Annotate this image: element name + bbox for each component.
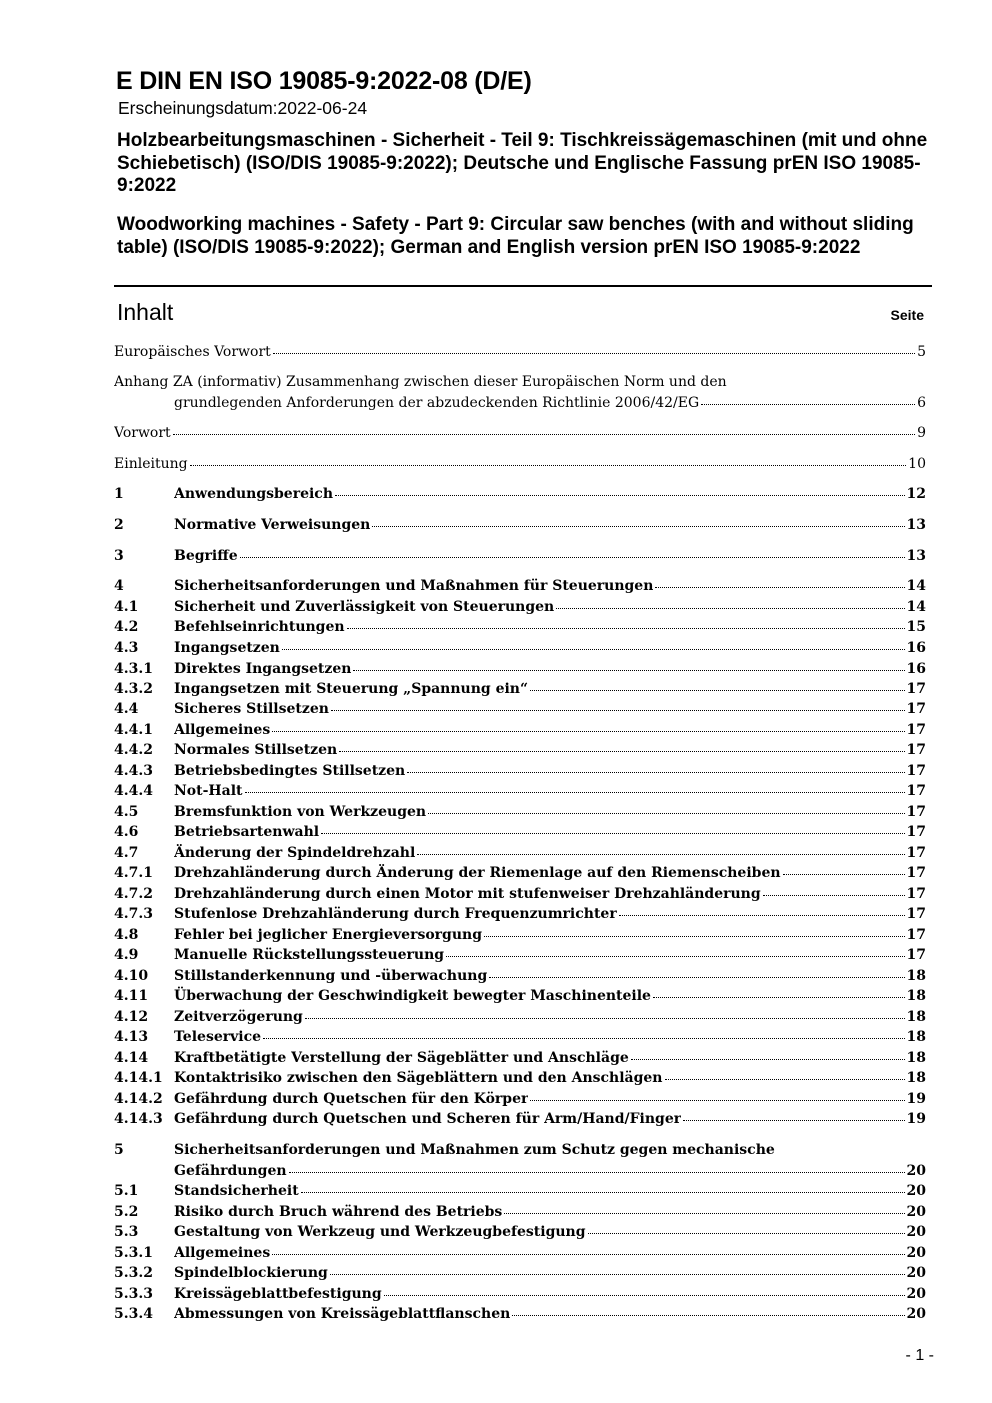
toc-entry-number: 4.12 [114,1009,149,1025]
toc-dot-leader [588,1231,905,1234]
toc-entry-page: 5 [917,344,926,360]
toc-entry-page: 18 [906,1009,926,1025]
toc-entry-page: 17 [906,886,926,902]
toc-dot-leader [272,1252,904,1255]
toc-dot-leader [301,1190,905,1193]
toc-entry-number: 4.4.4 [114,783,153,799]
toc-entry-page: 17 [906,845,926,861]
toc-entry[interactable] [114,1007,926,1027]
toc-entry-number: 4.9 [114,947,139,963]
toc-entry[interactable] [114,822,926,842]
header-rule [114,285,932,287]
toc-entry-number: 4.4.2 [114,742,153,758]
toc-entry[interactable] [114,720,926,740]
toc-entry-page: 19 [906,1091,926,1107]
toc-entry-page: 20 [906,1306,926,1322]
toc-entry-title: Risiko durch Bruch während des Betriebs [174,1204,503,1220]
toc-entry-number: 4.6 [114,824,139,840]
toc-entry-page: 17 [906,927,926,943]
toc-entry-number: 2 [114,517,124,533]
toc-entry-number: 4 [114,578,124,594]
footer-page-number: - 1 - [905,1347,934,1364]
toc-entry[interactable] [114,1048,926,1068]
toc-entry-page: 9 [917,425,926,441]
toc-entry-page: 12 [906,486,926,502]
toc-dot-leader [240,555,905,558]
toc-entry-number: 4.8 [114,927,139,943]
toc-dot-leader [446,954,904,957]
toc-entry[interactable] [114,1068,926,1088]
toc-entry-page: 17 [906,742,926,758]
toc-entry-page: 17 [906,865,926,881]
toc-entry-number: 4.4.1 [114,722,153,738]
toc-entry-page: 20 [906,1224,926,1240]
toc-entry-page: 20 [906,1286,926,1302]
toc-entry-title: Abmessungen von Kreissägeblattflanschen [174,1306,511,1322]
toc-entry[interactable] [114,342,926,362]
toc-entry-title: Drehzahländerung durch einen Motor mit stufenweiser Drehzahländerung [174,886,761,902]
toc-entry-number: 4.4.3 [114,763,153,779]
toc-entry-title: Stillstanderkennung und -überwachung [174,968,488,984]
toc-entry-number: 4.11 [114,988,149,1004]
toc-dot-leader [530,688,904,691]
toc-dot-leader [556,606,904,609]
toc-entry-number: 4.1 [114,599,139,615]
publication-date: Erscheinungsdatum:2022-06-24 [118,98,368,118]
toc-entry-title: Drehzahländerung durch Änderung der Riemenlage auf den Riemenscheiben [174,865,781,881]
toc-entry[interactable] [114,843,926,863]
title-german: Holzbearbeitungsmaschinen - Sicherheit - Teil 9: Tischkreissägemaschinen (mit und ohne Schiebetisch) (ISO/DIS 19085-9:2022); Deutsche und Englische Fassung prEN ISO 19085-9:2022 [117,130,928,196]
toc-entry[interactable] [114,863,926,883]
toc-entry-title: Teleservice [174,1029,261,1045]
toc-dot-leader [417,852,904,855]
toc-entry-title: Normative Verweisungen [174,517,371,533]
toc-dot-leader [489,975,904,978]
toc-entry[interactable] [114,659,926,679]
toc-dot-leader [619,913,905,916]
toc-entry-page: 16 [906,661,926,677]
toc-entry[interactable] [114,546,926,566]
toc-entry-number: 4.3 [114,640,139,656]
toc-entry-number: 4.2 [114,619,139,635]
toc-dot-leader [665,1077,905,1080]
toc-entry-number: 5.3.4 [114,1306,153,1322]
toc-dot-leader [530,1098,904,1101]
toc-entry-number: 4.14.2 [114,1091,163,1107]
toc-entry-number: 4.4 [114,701,139,717]
toc-entry[interactable] [114,986,926,1006]
toc-entry-title: Gefährdung durch Quetschen für den Körper [174,1091,529,1107]
toc-entry[interactable] [114,1284,926,1304]
toc-dot-leader [701,402,915,405]
toc-entry-page: 13 [906,517,926,533]
toc-dot-leader [384,1293,905,1296]
toc-entry[interactable] [114,1027,926,1047]
toc-entry-number: 5.3 [114,1224,139,1240]
toc-dot-leader [335,493,905,496]
toc-entry-number: 4.7.2 [114,886,153,902]
toc-entry-number: 5.3.1 [114,1245,153,1261]
toc-dot-leader [512,1313,904,1316]
toc-entry-title: Einleitung [114,456,188,472]
toc-entry-page: 14 [906,599,926,615]
toc-dot-leader [331,708,905,711]
toc-dot-leader [407,770,904,773]
toc-entry-page: 18 [906,1070,926,1086]
toc-entry-page: 10 [908,456,926,472]
toc-entry[interactable] [114,1140,926,1181]
toc-dot-leader [428,811,904,814]
toc-entry-page: 20 [906,1204,926,1220]
toc-heading: Inhalt [117,299,174,325]
toc-entry[interactable] [114,1222,926,1242]
toc-entry-title: Betriebsartenwahl [174,824,320,840]
toc-dot-leader [339,749,904,752]
toc-dot-leader [655,585,904,588]
toc-entry[interactable] [114,761,926,781]
toc-entry-number: 4.13 [114,1029,149,1045]
toc-dot-leader [683,1118,904,1121]
toc-entry-number: 4.5 [114,804,139,820]
toc-entry-number: 3 [114,548,124,564]
toc-entry-title: Vorwort [114,425,171,441]
toc-entry-title: Ingangsetzen [174,640,280,656]
toc-entry-title: Not-Halt [174,783,243,799]
toc-entry-title: Allgemeines [174,722,271,738]
toc-entry-title: Standsicherheit [174,1183,299,1199]
toc-entry-number: 4.7.1 [114,865,153,881]
toc-entry-page: 20 [906,1163,926,1179]
toc-entry[interactable] [114,617,926,637]
toc-entry-page: 20 [906,1265,926,1281]
toc-entry-title: Kontaktrisiko zwischen den Sägeblättern und den Anschlägen [174,1070,663,1086]
toc-entry[interactable] [114,904,926,924]
toc-entry-title: Normales Stillsetzen [174,742,338,758]
toc-entry-page: 16 [906,640,926,656]
document-code: E DIN EN ISO 19085-9:2022-08 (D/E) [116,67,532,95]
toc-entry-number: 5 [114,1142,124,1158]
toc-entry[interactable] [114,576,926,596]
toc-entry-page: 15 [906,619,926,635]
toc-entry-page: 19 [906,1111,926,1127]
toc-dot-leader [484,934,905,937]
toc-entry-page: 18 [906,1029,926,1045]
toc-entry-page: 18 [906,988,926,1004]
toc-entry-title-continued: grundlegenden Anforderungen der abzudeckenden Richtlinie 2006/42/EG [174,395,700,411]
toc-entry-number: 5.2 [114,1204,139,1220]
toc-entry-number: 4.14.3 [114,1111,163,1127]
toc-entry[interactable] [114,966,926,986]
toc-entry-title: Betriebsbedingtes Stillsetzen [174,763,406,779]
toc-entry[interactable] [114,423,926,443]
title-english: Woodworking machines - Safety - Part 9: Circular saw benches (with and without sliding table) (ISO/DIS 19085-9:2022); German and English version prEN ISO 19085-9:2022 [117,214,914,258]
toc-entry[interactable] [114,699,926,719]
toc-entry-title: Manuelle Rückstellungssteuerung [174,947,445,963]
toc-dot-leader [282,647,905,650]
toc-entry-title: Änderung der Spindeldrehzahl [174,845,416,861]
toc-entry[interactable] [114,945,926,965]
toc-entry-page: 17 [906,681,926,697]
toc-page-column-label: Seite [890,307,924,323]
toc-entry[interactable] [114,884,926,904]
toc-entry-number: 4.7 [114,845,139,861]
toc-entry-number: 4.3.2 [114,681,153,697]
toc-entry[interactable] [114,372,926,413]
toc-entry[interactable] [114,679,926,699]
toc-entry-number: 5.3.3 [114,1286,153,1302]
toc-entry-number: 4.3.1 [114,661,153,677]
toc-entry-title: Spindelblockierung [174,1265,328,1281]
toc-entry-page: 13 [906,548,926,564]
toc-entry[interactable] [114,781,926,801]
toc-entry-number: 4.10 [114,968,149,984]
toc-dot-leader [653,995,905,998]
toc-entry-page: 18 [906,1050,926,1066]
toc-dot-leader [245,790,905,793]
toc-entry-number: 5.3.2 [114,1265,153,1281]
toc-entry-number: 5.1 [114,1183,139,1199]
toc-dot-leader [263,1036,905,1039]
toc-dot-leader [353,668,904,671]
toc-entry[interactable] [114,1089,926,1109]
toc-dot-leader [347,626,905,629]
toc-entry-page: 6 [917,395,926,411]
toc-entry-title: Ingangsetzen mit Steuerung „Spannung ein“ [174,681,529,697]
toc-entry-page: 20 [906,1245,926,1261]
toc-entry-title: Stufenlose Drehzahländerung durch Frequenzumrichter [174,906,617,922]
toc-entry-title: Allgemeines [174,1245,271,1261]
toc-entry-title: Befehlseinrichtungen [174,619,345,635]
toc-entry-page: 17 [906,722,926,738]
toc-entry-page: 14 [906,578,926,594]
toc-dot-leader [173,432,915,435]
toc-dot-leader [504,1211,904,1214]
toc-entry[interactable] [114,802,926,822]
toc-dot-leader [305,1016,905,1019]
toc-entry-number: 4.14.1 [114,1070,163,1086]
toc-entry[interactable] [114,515,926,535]
toc-entry[interactable] [114,638,926,658]
toc-dot-leader [372,524,904,527]
toc-entry-title: Gefährdung durch Quetschen und Scheren für Arm/Hand/Finger [174,1111,682,1127]
toc-entry-title: Fehler bei jeglicher Energieversorgung [174,927,482,943]
toc-entry-title: Bremsfunktion von Werkzeugen [174,804,427,820]
toc-entry-page: 17 [906,783,926,799]
toc-entry-title-continued: Gefährdungen [174,1163,287,1179]
toc-entry-page: 17 [906,824,926,840]
toc-dot-leader [783,872,905,875]
toc-entry[interactable] [114,454,926,474]
toc-entry[interactable] [114,925,926,945]
toc-entry-title: Zeitverzögerung [174,1009,303,1025]
toc-entry[interactable] [114,484,926,504]
toc-entry-title: Direktes Ingangsetzen [174,661,352,677]
toc-entry-title: Gestaltung von Werkzeug und Werkzeugbefestigung [174,1224,586,1240]
toc-dot-leader [190,463,907,466]
toc-entry-page: 17 [906,947,926,963]
toc-entry-page: 18 [906,968,926,984]
toc-entry[interactable] [114,1243,926,1263]
toc-entry-page: 17 [906,906,926,922]
toc-entry-number: 4.7.3 [114,906,153,922]
toc-dot-leader [321,831,904,834]
toc-entry-number: 1 [114,486,124,502]
toc-entry-page: 20 [906,1183,926,1199]
toc-entry-title: Begriffe [174,548,238,564]
toc-entry-title: Kraftbetätigte Verstellung der Sägeblätter und Anschläge [174,1050,629,1066]
toc-dot-leader [330,1272,905,1275]
toc-entry-title: Anwendungsbereich [174,486,333,502]
toc-entry[interactable] [114,1202,926,1222]
toc-dot-leader [763,893,905,896]
toc-entry[interactable] [114,1181,926,1201]
toc-entry-title: Anhang ZA (informativ) Zusammenhang zwischen dieser Europäischen Norm und den [114,374,727,390]
toc-dot-leader [273,351,915,354]
toc-entry-title: Sicherheit und Zuverlässigkeit von Steuerungen [174,599,555,615]
toc-entry[interactable] [114,1109,926,1129]
toc-dot-leader [289,1170,905,1173]
toc-entry[interactable] [114,1304,926,1324]
toc-entry-title: Kreissägeblattbefestigung [174,1286,382,1302]
toc-entry-page: 17 [906,804,926,820]
toc-entry-page: 17 [906,763,926,779]
toc-entry-title: Sicheres Stillsetzen [174,701,329,717]
toc-dot-leader [272,729,904,732]
toc-entry-page: 17 [906,701,926,717]
toc-entry-title: Europäisches Vorwort [114,344,271,360]
toc-entry[interactable] [114,1263,926,1283]
toc-entry[interactable] [114,597,926,617]
toc-dot-leader [631,1057,905,1060]
toc-entry[interactable] [114,740,926,760]
toc-entry-title: Überwachung der Geschwindigkeit bewegter Maschinenteile [174,988,651,1004]
toc-entry-title: Sicherheitsanforderungen und Maßnahmen für Steuerungen [174,578,654,594]
toc-entry-title: Sicherheitsanforderungen und Maßnahmen zum Schutz gegen mechanische [174,1142,775,1158]
toc-entry-number: 4.14 [114,1050,149,1066]
